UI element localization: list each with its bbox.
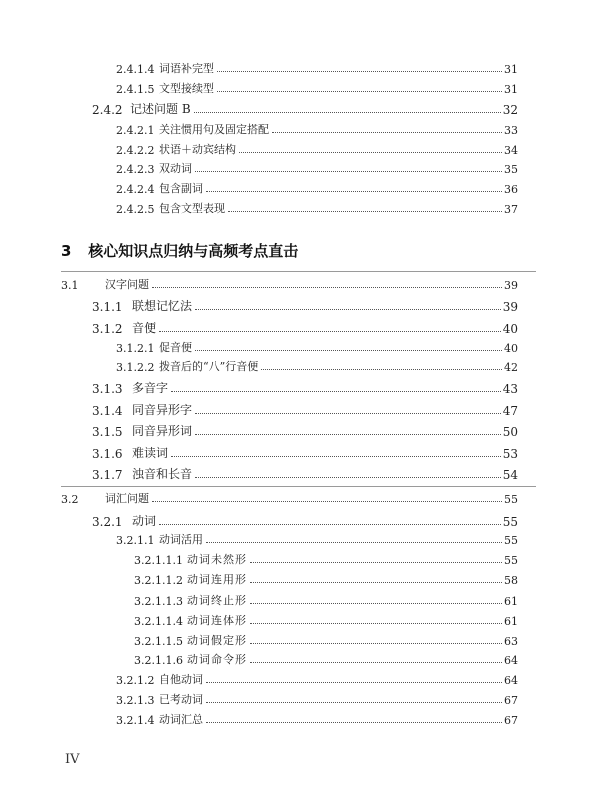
toc-entry-title: 难读词 bbox=[132, 446, 169, 460]
dot-leader bbox=[228, 211, 502, 212]
toc-entry-title: 自他动词 bbox=[159, 673, 203, 686]
chapter-heading[interactable] bbox=[61, 240, 298, 261]
toc-entry-title: 动词活用 bbox=[159, 533, 203, 546]
dot-leader bbox=[250, 623, 502, 624]
toc-entry-page: 34 bbox=[504, 144, 518, 157]
section-divider bbox=[61, 486, 536, 487]
toc-entry-title: 动词 bbox=[132, 514, 157, 528]
dot-leader bbox=[272, 132, 502, 133]
toc-entry-3-1-2-1[interactable] bbox=[116, 339, 518, 355]
toc-entry-2-4-2[interactable] bbox=[92, 101, 518, 117]
dot-leader bbox=[194, 112, 501, 113]
dot-leader bbox=[206, 191, 502, 192]
toc-entry-2-4-1-4[interactable] bbox=[116, 60, 518, 76]
toc-entry-number: 3.2.1.1.6 bbox=[134, 654, 183, 667]
toc-entry-number: 3.1.7 bbox=[92, 468, 123, 482]
dot-leader bbox=[195, 413, 501, 414]
dot-leader bbox=[261, 369, 502, 370]
section-divider bbox=[61, 271, 536, 272]
toc-entry-page: 54 bbox=[502, 468, 518, 482]
toc-entry-number: 3.2.1.1.5 bbox=[134, 635, 183, 648]
dot-leader bbox=[206, 682, 502, 683]
toc-entry-number: 2.4.1.5 bbox=[116, 83, 155, 96]
toc-entry-number: 3.1.6 bbox=[92, 447, 123, 461]
toc-entry-number: 2.4.2.1 bbox=[116, 124, 155, 137]
toc-entry-title: 动词未然形 bbox=[187, 553, 247, 566]
toc-entry-page: 36 bbox=[504, 183, 518, 196]
toc-entry-page: 35 bbox=[504, 163, 518, 176]
toc-entry-page: 33 bbox=[504, 124, 518, 137]
toc-entry-3-1-6[interactable] bbox=[92, 445, 518, 461]
toc-entry-number: 3.2.1.2 bbox=[116, 674, 155, 687]
toc-entry-page: 55 bbox=[504, 493, 518, 506]
toc-entry-3-2-1-4[interactable] bbox=[116, 711, 518, 727]
toc-entry-3-1-1[interactable] bbox=[92, 298, 518, 314]
toc-entry-page: 64 bbox=[504, 654, 518, 667]
toc-entry-3-2[interactable] bbox=[61, 490, 518, 506]
toc-entry-3-2-1-2[interactable] bbox=[116, 671, 518, 687]
toc-entry-title: 已考动词 bbox=[159, 693, 203, 706]
toc-entry-3-2-1-1-5[interactable] bbox=[134, 632, 518, 648]
toc-entry-number: 2.4.2.2 bbox=[116, 144, 155, 157]
toc-entry-number: 2.4.2 bbox=[92, 103, 123, 117]
toc-entry-title: 文型接续型 bbox=[159, 82, 214, 95]
toc-entry-3-2-1-1-1[interactable] bbox=[134, 551, 518, 567]
dot-leader bbox=[195, 350, 502, 351]
toc-entry-number: 3.2.1.1.3 bbox=[134, 595, 183, 608]
toc-entry-3-2-1-1-6[interactable] bbox=[134, 651, 518, 667]
toc-entry-title: 双动词 bbox=[159, 162, 192, 175]
toc-entry-title: 动词连用形 bbox=[187, 573, 247, 586]
toc-entry-number: 3.2.1.3 bbox=[116, 694, 155, 707]
toc-entry-number: 2.4.2.3 bbox=[116, 163, 155, 176]
toc-entry-page: 43 bbox=[502, 382, 518, 396]
dot-leader bbox=[195, 434, 501, 435]
toc-entry-page: 31 bbox=[504, 63, 518, 76]
toc-entry-title: 拨音后的“八”行音便 bbox=[159, 360, 259, 373]
toc-entry-title: 动词终止形 bbox=[187, 594, 247, 607]
toc-entry-page: 67 bbox=[504, 714, 518, 727]
toc-entry-number: 3.1.4 bbox=[92, 404, 123, 418]
dot-leader bbox=[159, 331, 501, 332]
toc-entry-page: 58 bbox=[504, 574, 518, 587]
toc-entry-3-2-1-1-2[interactable] bbox=[134, 571, 518, 587]
toc-entry-number: 3.1.2.2 bbox=[116, 361, 155, 374]
toc-entry-page: 37 bbox=[504, 203, 518, 216]
dot-leader bbox=[159, 524, 501, 525]
toc-entry-3-1-5[interactable] bbox=[92, 423, 518, 439]
toc-entry-page: 61 bbox=[504, 615, 518, 628]
toc-entry-2-4-2-4[interactable] bbox=[116, 180, 518, 196]
dot-leader bbox=[250, 643, 502, 644]
toc-entry-title: 动词命令形 bbox=[187, 653, 247, 666]
toc-entry-number: 3.1.3 bbox=[92, 382, 123, 396]
toc-entry-number: 3.2 bbox=[61, 493, 79, 506]
dot-leader bbox=[206, 722, 502, 723]
toc-entry-page: 31 bbox=[504, 83, 518, 96]
toc-entry-page: 63 bbox=[504, 635, 518, 648]
toc-entry-page: 55 bbox=[504, 554, 518, 567]
toc-entry-2-4-1-5[interactable] bbox=[116, 80, 518, 96]
dot-leader bbox=[217, 91, 502, 92]
page-number: IV bbox=[65, 752, 80, 767]
toc-entry-page: 67 bbox=[504, 694, 518, 707]
toc-entry-page: 40 bbox=[504, 342, 518, 355]
dot-leader bbox=[171, 391, 501, 392]
toc-entry-number: 2.4.2.5 bbox=[116, 203, 155, 216]
toc-entry-number: 3.1 bbox=[61, 279, 79, 292]
toc-entry-number: 3.1.1 bbox=[92, 300, 123, 314]
dot-leader bbox=[217, 71, 502, 72]
toc-entry-page: 61 bbox=[504, 595, 518, 608]
toc-entry-title: 汉字问题 bbox=[105, 278, 149, 291]
toc-entry-number: 3.2.1.1.4 bbox=[134, 615, 183, 628]
toc-entry-title: 多音字 bbox=[132, 381, 169, 395]
dot-leader bbox=[152, 501, 502, 502]
toc-entry-title: 词语补完型 bbox=[159, 62, 214, 75]
toc-entry-title: 动词连体形 bbox=[187, 614, 247, 627]
dot-leader bbox=[206, 702, 502, 703]
toc-entry-title: 包含副词 bbox=[159, 182, 203, 195]
toc-entry-3-1[interactable] bbox=[61, 276, 518, 292]
toc-entry-page: 40 bbox=[502, 322, 518, 336]
toc-entry-3-2-1[interactable] bbox=[92, 513, 518, 529]
toc-entry-title: 联想记忆法 bbox=[132, 299, 193, 313]
toc-entry-title: 同音异形词 bbox=[132, 424, 193, 438]
dot-leader bbox=[195, 477, 501, 478]
toc-entry-page: 53 bbox=[502, 447, 518, 461]
toc-entry-number: 3.2.1.1 bbox=[116, 534, 155, 547]
toc-entry-2-4-2-2[interactable] bbox=[116, 141, 518, 157]
dot-leader bbox=[195, 309, 501, 310]
dot-leader bbox=[195, 171, 502, 172]
dot-leader bbox=[250, 603, 502, 604]
dot-leader bbox=[250, 582, 502, 583]
toc-entry-page: 55 bbox=[502, 515, 518, 529]
toc-entry-number: 3.2.1.4 bbox=[116, 714, 155, 727]
toc-entry-page: 50 bbox=[502, 425, 518, 439]
toc-entry-3-2-1-1[interactable] bbox=[116, 531, 518, 547]
toc-entry-3-1-4[interactable] bbox=[92, 402, 518, 418]
toc-entry-title: 动词汇总 bbox=[159, 713, 203, 726]
dot-leader bbox=[239, 152, 502, 153]
toc-entry-number: 3.2.1 bbox=[92, 515, 123, 529]
toc-entry-number: 3.2.1.1.2 bbox=[134, 574, 183, 587]
toc-entry-title: 包含文型表现 bbox=[159, 202, 225, 215]
toc-entry-2-4-2-1[interactable] bbox=[116, 121, 518, 137]
toc-entry-title: 词汇问题 bbox=[105, 492, 149, 505]
toc-entry-3-1-7[interactable] bbox=[92, 466, 518, 482]
dot-leader bbox=[152, 287, 502, 288]
toc-entry-title: 促音便 bbox=[159, 341, 192, 354]
toc-entry-number: 3.1.2 bbox=[92, 322, 123, 336]
toc-entry-2-4-2-3[interactable] bbox=[116, 160, 518, 176]
toc-entry-page: 42 bbox=[504, 361, 518, 374]
toc-entry-title: 动词假定形 bbox=[187, 634, 247, 647]
toc-entry-page: 47 bbox=[502, 404, 518, 418]
chapter-number: 3 bbox=[61, 242, 72, 260]
toc-entry-title: 音便 bbox=[132, 321, 157, 335]
dot-leader bbox=[171, 456, 501, 457]
toc-entry-title: 记述问题 B bbox=[130, 102, 191, 116]
dot-leader bbox=[250, 662, 502, 663]
toc-entry-page: 39 bbox=[504, 279, 518, 292]
toc-entry-page: 55 bbox=[504, 534, 518, 547]
toc-entry-title: 同音异形字 bbox=[132, 403, 193, 417]
dot-leader bbox=[206, 542, 502, 543]
toc-entry-3-1-3[interactable] bbox=[92, 380, 518, 396]
toc-entry-page: 64 bbox=[504, 674, 518, 687]
toc-entry-title: 关注惯用句及固定搭配 bbox=[159, 123, 269, 136]
toc-entry-3-2-1-1-4[interactable] bbox=[134, 612, 518, 628]
toc-entry-2-4-2-5[interactable] bbox=[116, 200, 518, 216]
toc-entry-number: 3.2.1.1.1 bbox=[134, 554, 183, 567]
toc-entry-3-1-2[interactable] bbox=[92, 320, 518, 336]
toc-entry-number: 2.4.2.4 bbox=[116, 183, 155, 196]
toc-entry-3-2-1-3[interactable] bbox=[116, 691, 518, 707]
toc-entry-number: 2.4.1.4 bbox=[116, 63, 155, 76]
toc-entry-page: 39 bbox=[502, 300, 518, 314]
toc-entry-3-1-2-2[interactable] bbox=[116, 358, 518, 374]
toc-entry-title: 浊音和长音 bbox=[132, 467, 193, 481]
dot-leader bbox=[250, 562, 502, 563]
toc-entry-3-2-1-1-3[interactable] bbox=[134, 592, 518, 608]
toc-entry-number: 3.1.2.1 bbox=[116, 342, 155, 355]
chapter-title: 核心知识点归纳与高频考点直击 bbox=[88, 242, 299, 260]
toc-entry-page: 32 bbox=[502, 103, 518, 117]
toc-entry-number: 3.1.5 bbox=[92, 425, 123, 439]
toc-entry-title: 状语＋动宾结构 bbox=[159, 143, 236, 156]
